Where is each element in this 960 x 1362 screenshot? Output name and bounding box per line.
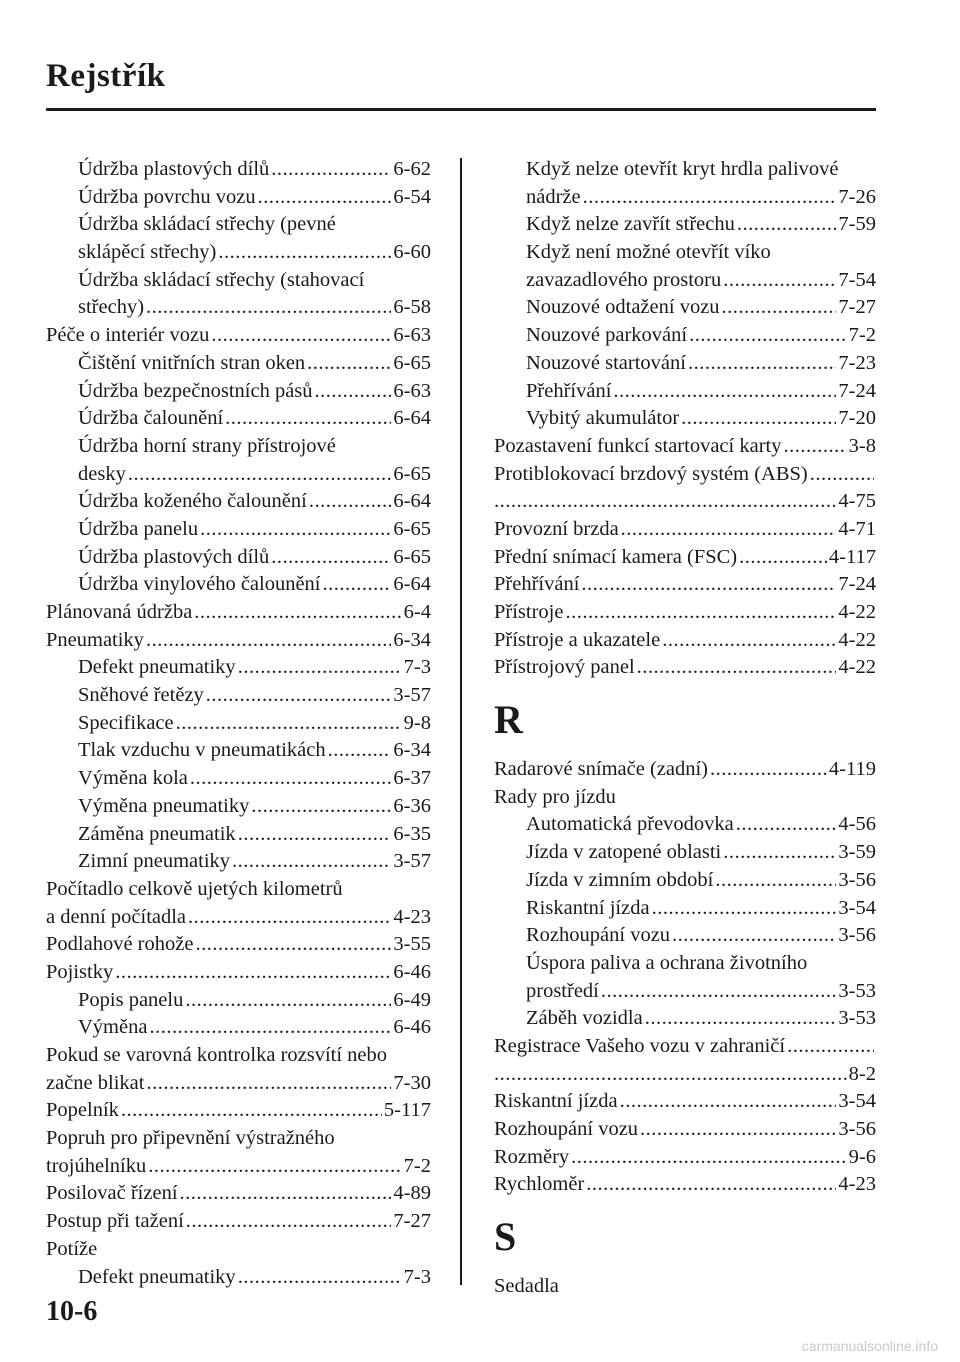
dot-leader [637, 654, 837, 682]
index-entry-page: 4-22 [838, 656, 876, 679]
index-entry [46, 627, 431, 655]
index-entry [494, 294, 876, 322]
index-entry [494, 267, 876, 295]
index-entry-page: 6-64 [393, 407, 431, 430]
index-entry-page: 6-34 [393, 628, 431, 651]
index-entry [494, 239, 876, 267]
index-entry [46, 1125, 431, 1153]
index-entry-page: 4-22 [838, 628, 876, 651]
index-entry-text: prostředí [526, 979, 599, 1002]
index-entry [494, 950, 876, 978]
index-entry [46, 405, 431, 433]
index-entry-text: Pojistky [46, 960, 114, 983]
index-entry-page: 6-65 [393, 351, 431, 374]
index-entry-page: 3-53 [838, 979, 876, 1002]
dot-leader [581, 571, 836, 599]
dot-leader [571, 1144, 847, 1172]
index-entry [494, 184, 876, 212]
index-entry-page: 9-6 [848, 1145, 876, 1168]
dot-leader [307, 350, 391, 378]
index-entry-text: Přístroje a ukazatele [494, 628, 661, 651]
dot-leader [176, 710, 402, 738]
index-entry-page: 6-60 [393, 241, 431, 264]
dot-leader [652, 895, 837, 923]
index-entry [494, 1273, 876, 1301]
index-entry [494, 350, 876, 378]
index-entry [494, 654, 876, 682]
index-entry-page: 7-24 [838, 379, 876, 402]
index-entry-page: 3-57 [393, 684, 431, 707]
index-entry-text: nádrže [526, 185, 581, 208]
index-entry-text: Počítadlo celkově ujetých kilometrů [46, 877, 343, 900]
index-entry-page: 6-54 [393, 185, 431, 208]
index-entry-text: Rychloměr [494, 1173, 585, 1196]
watermark: carmanualsonline.info [801, 1338, 938, 1354]
section-letter-r: R [494, 697, 523, 743]
index-entry [494, 627, 876, 655]
index-entry-text: Zimní pneumatiky [78, 850, 231, 873]
index-entry-page: 3-54 [838, 1090, 876, 1113]
dot-leader [494, 1061, 847, 1089]
index-entry [46, 350, 431, 378]
index-entry-page: 4-119 [828, 758, 876, 781]
index-entry-page: 7-30 [393, 1071, 431, 1094]
dot-leader [739, 544, 827, 572]
index-entry [494, 544, 876, 572]
index-entry [494, 405, 876, 433]
index-entry-text: Údržba vinylového čalounění [78, 573, 321, 596]
index-entry-page: 6-46 [393, 1016, 431, 1039]
index-entry-page: 6-65 [393, 517, 431, 540]
dot-leader [185, 987, 391, 1015]
index-entry-page: 3-59 [838, 841, 876, 864]
dot-leader [194, 599, 401, 627]
index-entry-page: 4-117 [828, 545, 876, 568]
index-entry [46, 1208, 431, 1236]
index-entry [46, 904, 431, 932]
index-entry [46, 1042, 431, 1070]
dot-leader [688, 350, 836, 378]
dot-leader [620, 1088, 837, 1116]
dot-leader [258, 184, 392, 212]
index-entry [46, 987, 431, 1015]
dot-leader [225, 405, 391, 433]
index-entry [494, 922, 876, 950]
dot-leader [271, 156, 391, 184]
index-entry-text: Riskantní jízda [494, 1090, 618, 1113]
index-entry-page: 6-65 [393, 462, 431, 485]
index-entry [46, 654, 431, 682]
index-entry-text: Defekt pneumatiky [78, 656, 236, 679]
index-entry-text: Údržba povrchu vozu [78, 185, 256, 208]
index-entry-page: 8-2 [848, 1062, 876, 1085]
dot-leader [309, 488, 392, 516]
index-entry [46, 516, 431, 544]
index-entry [494, 322, 876, 350]
dot-leader [115, 959, 391, 987]
index-entry-page: 7-20 [838, 407, 876, 430]
index-entry-text: Péče o interiér vozu [46, 324, 210, 347]
index-entry-page: 7-3 [403, 1265, 431, 1288]
index-group-r [494, 756, 876, 1199]
index-entry [46, 793, 431, 821]
index-entry-text: Rozhoupání vozu [494, 1118, 639, 1140]
dot-leader [783, 433, 846, 461]
index-entry-page: 6-35 [393, 822, 431, 845]
index-entry [494, 811, 876, 839]
index-entry-page: 4-89 [393, 1182, 431, 1205]
index-column-right [494, 156, 876, 1301]
index-entry-page: 7-27 [838, 296, 876, 319]
dot-leader [494, 488, 836, 516]
index-entry [46, 571, 431, 599]
index-entry-page: 7-24 [838, 573, 876, 596]
dot-leader [723, 267, 836, 295]
index-entry-page: 3-8 [848, 434, 876, 457]
index-entry-text: Vybitý akumulátor [526, 407, 680, 430]
index-entry [494, 1088, 876, 1116]
index-entry-page: 3-55 [393, 933, 431, 956]
dot-leader [315, 378, 392, 406]
index-entry-text: Automatická převodovka [526, 813, 734, 836]
index-entry [494, 433, 876, 461]
index-entry-page: 4-23 [393, 905, 431, 928]
index-entry-text: Potíže [46, 1237, 98, 1260]
dot-leader [583, 184, 837, 212]
index-entry-text: Tlak vzduchu v pneumatikách [78, 739, 326, 762]
index-entry-text: Pneumatiky [46, 628, 144, 651]
index-entry-page: 6-4 [403, 601, 431, 623]
index-entry-text: Pokud se varovná kontrolka rozsvítí nebo [46, 1044, 388, 1066]
dot-leader [810, 461, 874, 489]
index-entry-text: Výměna kola [78, 767, 188, 790]
index-entry [494, 211, 876, 239]
index-entry-page: 7-23 [838, 351, 876, 374]
index-entry-text: Rady pro jízdu [494, 785, 616, 808]
index-entry-text: zavazadlového prostoru [526, 268, 722, 291]
index-entry-text: Popelník [46, 1099, 119, 1122]
index-entry [494, 867, 876, 895]
index-entry-text: Čištění vnitřních stran oken [78, 351, 306, 374]
index-entry-page: 3-53 [838, 1007, 876, 1030]
index-entry-page: 3-57 [393, 850, 431, 873]
index-entry [46, 1070, 431, 1098]
index-entry-text: Když nelze otevřít kryt hrdla palivové [526, 158, 839, 180]
index-entry [494, 571, 876, 599]
index-entry-page: 6-36 [393, 794, 431, 817]
index-entry-text: Specifikace [78, 711, 174, 734]
index-entry [46, 294, 431, 322]
index-entry-page: 6-37 [393, 767, 431, 790]
index-entry-page: 3-56 [838, 1118, 876, 1140]
dot-leader [180, 1180, 392, 1208]
dot-leader [238, 821, 392, 849]
index-entry [46, 765, 431, 793]
index-entry-page: 7-54 [838, 268, 876, 291]
index-entry [494, 784, 876, 812]
index-entry-text: trojúhelníku [46, 1154, 147, 1177]
dot-leader [238, 1264, 402, 1292]
dot-leader [689, 322, 847, 350]
index-entry [494, 599, 876, 627]
index-entry-page: 9-8 [403, 711, 431, 734]
index-entry-text: Přehřívání [494, 573, 580, 596]
index-group-s [494, 1273, 876, 1301]
index-entry-text: začne blikat [46, 1071, 145, 1094]
index-entry-page: 6-65 [393, 545, 431, 568]
index-entry [46, 1264, 431, 1292]
index-entry [46, 433, 431, 461]
index-entry-text: Výměna [78, 1016, 148, 1039]
index-entry-text: Provozní brzda [494, 517, 619, 540]
index-entry-text: Popruh pro připevnění výstražného [46, 1127, 335, 1150]
dot-leader [645, 1005, 837, 1033]
index-entry [46, 737, 431, 765]
index-entry [494, 156, 876, 184]
index-entry-page: 6-58 [393, 296, 431, 319]
index-entry [494, 1116, 876, 1144]
index-entry-page: 6-64 [393, 490, 431, 513]
index-entry-text: Údržba bezpečnostních pásů [78, 379, 313, 402]
dot-leader [188, 904, 391, 932]
dot-leader [146, 627, 391, 655]
index-entry-page: 4-71 [838, 517, 876, 540]
index-entry-page: 7-2 [403, 1154, 431, 1177]
index-entry [494, 978, 876, 1006]
dot-leader [586, 1171, 836, 1199]
index-entry [46, 184, 431, 212]
index-entry [46, 931, 431, 959]
index-entry-text: Protiblokovací brzdový systém (ABS) [494, 462, 808, 485]
index-entry [494, 1033, 876, 1061]
dot-leader [723, 839, 836, 867]
index-entry-page: 6-46 [393, 960, 431, 983]
index-entry [494, 516, 876, 544]
index-entry-text: Podlahové rohože [46, 933, 194, 956]
index-entry-page: 7-27 [393, 1210, 431, 1233]
index-entry [46, 1153, 431, 1181]
index-entry [46, 267, 431, 295]
index-entry [46, 544, 431, 572]
dot-leader [565, 599, 836, 627]
index-entry-page: 3-56 [838, 924, 876, 947]
index-entry-text: Rozhoupání vozu [526, 924, 671, 947]
index-entry [46, 848, 431, 876]
index-entry-page: 6-34 [393, 739, 431, 762]
index-entry [494, 488, 876, 516]
index-entry-text: Když nelze zavřít střechu [526, 213, 735, 236]
dot-leader [186, 1208, 392, 1236]
dot-leader [736, 811, 837, 839]
index-entry [46, 461, 431, 489]
dot-leader [613, 378, 836, 406]
index-entry [46, 488, 431, 516]
index-entry-text: Registrace Vašeho vozu v zahraničí [494, 1034, 786, 1057]
dot-leader [190, 765, 392, 793]
index-entry-text: Jízda v zatopené oblasti [526, 841, 722, 864]
index-entry-text: Přední snímací kamera (FSC) [494, 545, 738, 568]
dot-leader [601, 978, 837, 1006]
dot-leader [128, 461, 392, 489]
index-entry [494, 756, 876, 784]
dot-leader [640, 1116, 836, 1144]
index-entry-text: Údržba plastových dílů [78, 545, 270, 568]
index-entry-text: Úspora paliva a ochrana životního [526, 951, 808, 974]
index-entry-page: 7-3 [403, 656, 431, 679]
dot-leader [200, 516, 391, 544]
dot-leader [121, 1097, 382, 1125]
index-entry-text: Údržba čalounění [78, 407, 224, 430]
index-entry-text: Přehřívání [526, 379, 612, 402]
dot-leader [232, 848, 391, 876]
index-entry [46, 710, 431, 738]
index-entry-page: 4-56 [838, 813, 876, 836]
index-entry [46, 1097, 431, 1125]
index-entry-text: Popis panelu [78, 988, 184, 1011]
index-entry-page: 7-59 [838, 213, 876, 236]
index-entry [46, 156, 431, 184]
index-entry [46, 378, 431, 406]
dot-leader [206, 682, 392, 710]
index-entry [46, 876, 431, 904]
dot-leader [211, 322, 391, 350]
index-entry-text: Údržba horní strany přístrojové [78, 434, 336, 457]
index-entry-text: Údržba skládací střechy (pevné [78, 213, 336, 236]
index-entry-text: Údržba panelu [78, 517, 199, 540]
index-entry [46, 211, 431, 239]
index-entry [46, 1014, 431, 1042]
column-divider [460, 158, 462, 1285]
dot-leader [251, 793, 391, 821]
dot-leader [146, 294, 391, 322]
index-entry-text: Plánovaná údržba [46, 601, 193, 623]
index-entry [46, 1180, 431, 1208]
index-entry-text: Posilovač řízení [46, 1182, 178, 1205]
dot-leader [672, 922, 836, 950]
dot-leader [271, 544, 391, 572]
index-entry-page: 6-62 [393, 158, 431, 180]
dot-leader [148, 1153, 401, 1181]
dot-leader [218, 239, 391, 267]
index-entry-page: 3-56 [838, 868, 876, 891]
index-entry [46, 1236, 431, 1264]
index-entry-page: 4-75 [838, 490, 876, 513]
index-entry [494, 895, 876, 923]
index-entry-text: Výměna pneumatiky [78, 794, 250, 817]
index-entry [46, 239, 431, 267]
index-entry-text: Sedadla [494, 1275, 559, 1298]
index-entry-text: střechy) [78, 296, 145, 319]
index-entry [46, 682, 431, 710]
index-entry [494, 1005, 876, 1033]
dot-leader [149, 1014, 391, 1042]
index-entry-text: desky [78, 462, 126, 485]
index-entry-page: 6-49 [393, 988, 431, 1011]
index-entry-text: Riskantní jízda [526, 896, 650, 919]
index-entry-text: Údržba koženého čalounění [78, 490, 307, 513]
index-entry-text: Sněhové řetězy [78, 684, 204, 707]
title-rule [46, 108, 876, 111]
index-entry-page: 7-26 [838, 185, 876, 208]
index-entry-text: Radarové snímače (zadní) [494, 758, 709, 781]
index-entry-text: Údržba skládací střechy (stahovací [78, 268, 365, 291]
dot-leader [681, 405, 836, 433]
dot-leader [710, 756, 827, 784]
section-letter-s: S [494, 1214, 517, 1260]
index-entry [494, 1171, 876, 1199]
index-entry-page: 6-63 [393, 324, 431, 347]
page-number: 10-6 [46, 1296, 98, 1327]
dot-leader [787, 1033, 874, 1061]
index-group-p-continued [494, 156, 876, 682]
index-entry [46, 599, 431, 627]
index-entry-page: 4-23 [838, 1173, 876, 1196]
index-entry [46, 322, 431, 350]
index-entry [494, 378, 876, 406]
index-entry [46, 821, 431, 849]
index-entry [494, 461, 876, 489]
index-entry [494, 1144, 876, 1172]
dot-leader [722, 294, 837, 322]
dot-leader [323, 571, 392, 599]
index-entry-text: Defekt pneumatiky [78, 1265, 236, 1288]
dot-leader [328, 737, 392, 765]
index-entry-text: Záměna pneumatik [78, 822, 236, 845]
dot-leader [238, 654, 402, 682]
index-entry-page: 3-54 [838, 896, 876, 919]
index-entry-text: Pozastavení funkcí startovací karty [494, 434, 782, 457]
index-entry-page: 5-117 [383, 1099, 431, 1122]
dot-leader [715, 867, 836, 895]
index-entry-text: sklápěcí střechy) [78, 241, 217, 264]
index-entry-text: Přístroje [494, 601, 564, 623]
index-entry-page: 6-64 [393, 573, 431, 596]
index-entry-text: Nouzové odtažení vozu [526, 296, 720, 319]
index-entry-text: Záběh vozidla [526, 1007, 643, 1030]
index-entry-text: Nouzové parkování [526, 324, 688, 347]
index-entry-page: 7-2 [848, 324, 876, 347]
dot-leader [662, 627, 836, 655]
index-entry-text: Přístrojový panel [494, 656, 635, 679]
dot-leader [621, 516, 837, 544]
index-entry [46, 959, 431, 987]
index-entry-page: 4-22 [838, 601, 876, 623]
index-entry-text: Rozměry [494, 1145, 570, 1168]
index-entry [494, 839, 876, 867]
index-entry-text: Když není možné otevřít víko [526, 241, 771, 264]
index-entry-text: Postup při tažení [46, 1210, 184, 1233]
index-entry-text: Údržba plastových dílů [78, 158, 270, 180]
dot-leader [146, 1070, 391, 1098]
index-entry-text: Jízda v zimním období [526, 868, 714, 891]
dot-leader [737, 211, 837, 239]
index-entry-text: a denní počítadla [46, 905, 187, 928]
index-entry [494, 1061, 876, 1089]
page-title: Rejstřík [46, 58, 166, 94]
dot-leader [195, 931, 391, 959]
index-column-left [46, 156, 431, 1291]
index-entry-page: 6-63 [393, 379, 431, 402]
index-entry-text: Nouzové startování [526, 351, 686, 374]
